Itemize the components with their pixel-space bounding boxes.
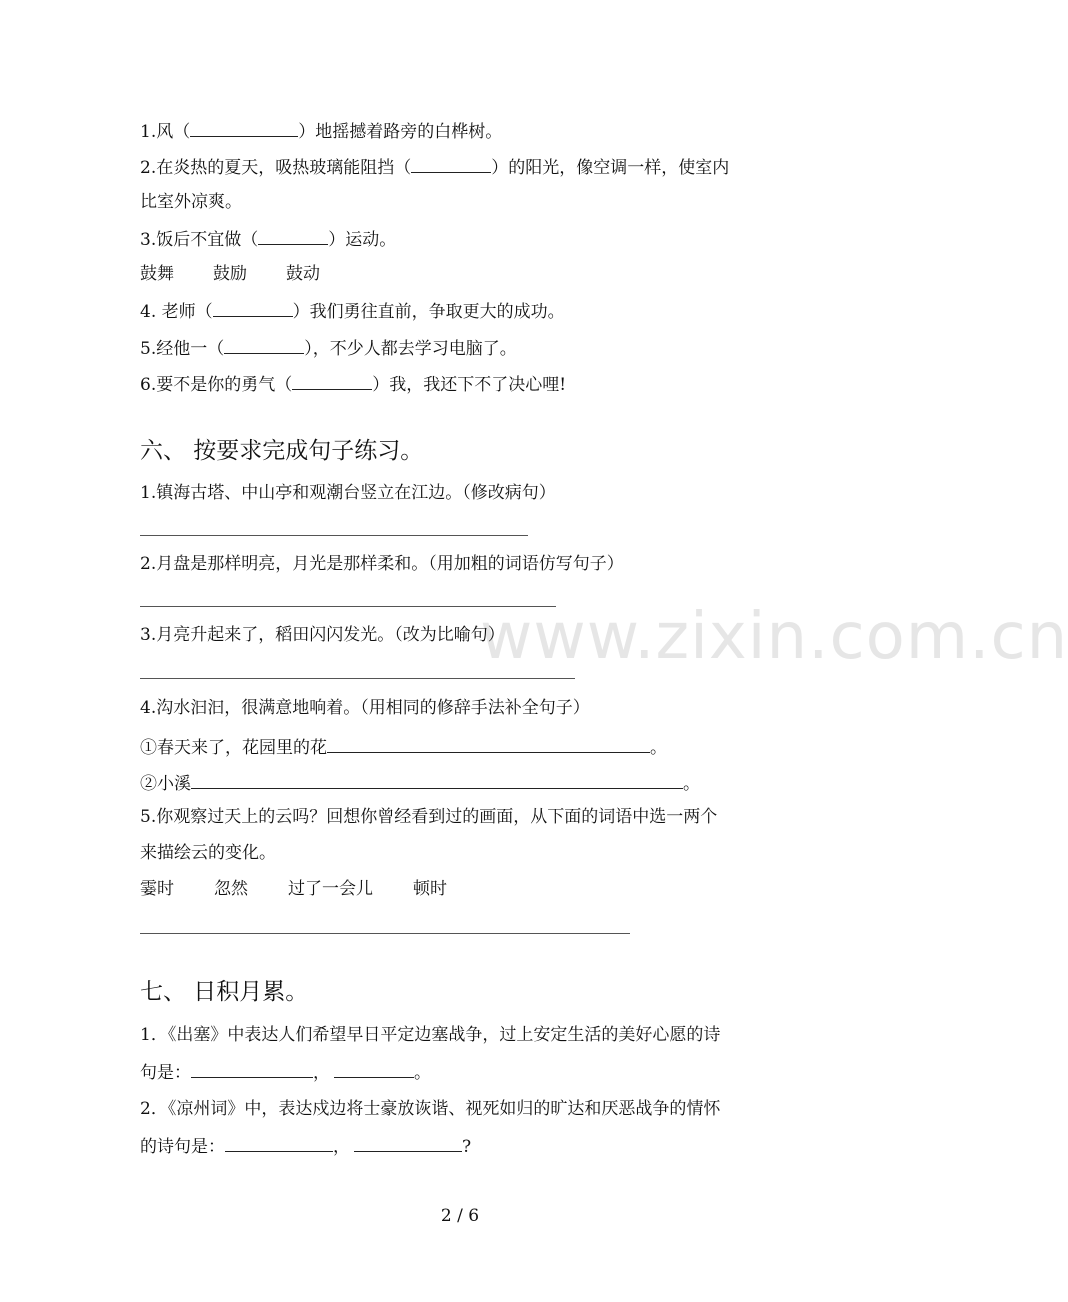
word-choices (140, 262, 320, 286)
watermark: www.zixin.com.cn (480, 600, 1068, 674)
fill-question-6 (140, 371, 566, 397)
answer-blank[interactable] (354, 1133, 462, 1152)
poem-question-2-continued (140, 1133, 471, 1159)
word-choice: 过了一会儿 (288, 879, 373, 899)
word-choice: 鼓励 (213, 264, 247, 284)
question-text: ）我，我还下不了决心哩! (372, 375, 567, 395)
section-6-heading: 六、 按要求完成句子练习。 (140, 438, 424, 464)
answer-line[interactable] (140, 678, 575, 679)
answer-blank[interactable] (190, 118, 298, 137)
question-text: ）地摇撼着路旁的白桦树。 (298, 122, 503, 142)
question-text: ②小溪 (140, 774, 191, 794)
answer-blank[interactable] (411, 154, 491, 173)
sentence-question-3: 3.月亮升起来了，稻田闪闪发光。（改为比喻句） (140, 625, 505, 645)
question-text: ? (462, 1137, 472, 1157)
sentence-question-5: 5.你观察过天上的云吗？回想你曾经看到过的画面，从下面的词语中选一两个 (140, 807, 718, 827)
answer-blank[interactable] (292, 371, 372, 390)
answer-blank[interactable] (224, 335, 304, 354)
word-choice: 鼓动 (286, 264, 320, 284)
word-choices (140, 877, 447, 901)
question-text: ①春天来了，花园里的花 (140, 738, 327, 758)
answer-line[interactable] (140, 933, 630, 934)
answer-blank[interactable] (191, 770, 683, 789)
question-text: 。 (650, 738, 667, 758)
fill-question-3 (140, 226, 396, 252)
sentence-question-2: 2.月盘是那样明亮，月光是那样柔和。（用加粗的词语仿写句子） (140, 554, 624, 574)
poem-question-1-continued (140, 1059, 431, 1085)
answer-blank[interactable] (225, 1133, 333, 1152)
answer-blank[interactable] (258, 226, 328, 245)
question-text: 6.要不是你的勇气（ (140, 375, 293, 395)
sentence-question-4a (140, 734, 667, 760)
question-text: ）运动。 (328, 230, 397, 250)
question-text: ）的阳光，像空调一样，使室内 (491, 158, 730, 178)
question-text: 1.风（ (140, 122, 191, 142)
question-text: ， (333, 1137, 350, 1157)
question-text: 句是： (140, 1063, 191, 1083)
question-text: 4. 老师（ (140, 302, 213, 322)
word-choice: 鼓舞 (140, 264, 174, 284)
sentence-question-5-continued: 来描绘云的变化。 (140, 843, 276, 863)
answer-line[interactable] (140, 535, 528, 536)
fill-question-2 (140, 154, 729, 180)
fill-question-4 (140, 298, 565, 324)
sentence-question-4: 4.沟水汩汩，很满意地响着。（用相同的修辞手法补全句子） (140, 698, 590, 718)
question-text: ， (313, 1063, 330, 1083)
answer-blank[interactable] (334, 1059, 414, 1078)
word-choice: 忽然 (214, 879, 248, 899)
fill-question-5 (140, 335, 517, 361)
page-number: 2 / 6 (440, 1206, 480, 1226)
question-text: 5.经他一（ (140, 339, 225, 359)
fill-question-1 (140, 118, 502, 144)
sentence-question-1: 1.镇海古塔、中山亭和观潮台竖立在江边。（修改病句） (140, 483, 556, 503)
fill-question-2-continued: 比室外凉爽。 (140, 192, 242, 212)
question-text: 2.在炎热的夏天，吸热玻璃能阻挡（ (140, 158, 412, 178)
answer-blank[interactable] (191, 1059, 313, 1078)
poem-question-1: 1．《出塞》中表达人们希望早日平定边塞战争，过上安定生活的美好心愿的诗 (140, 1025, 721, 1045)
question-text: 的诗句是： (140, 1137, 225, 1157)
question-text: 。 (414, 1063, 431, 1083)
question-text: 。 (683, 774, 700, 794)
section-7-heading: 七、 日积月累。 (140, 979, 309, 1005)
question-text: ），不少人都去学习电脑了。 (304, 339, 517, 359)
answer-blank[interactable] (213, 298, 293, 317)
word-choice: 霎时 (140, 879, 174, 899)
word-choice: 顿时 (413, 879, 447, 899)
question-text: 3.饭后不宜做（ (140, 230, 259, 250)
question-text: ）我们勇往直前，争取更大的成功。 (292, 302, 565, 322)
poem-question-2: 2．《凉州词》中，表达戍边将士豪放诙谐、视死如归的旷达和厌恶战争的情怀 (140, 1099, 721, 1119)
answer-line[interactable] (140, 606, 556, 607)
sentence-question-4b (140, 770, 700, 796)
answer-blank[interactable] (327, 734, 650, 753)
